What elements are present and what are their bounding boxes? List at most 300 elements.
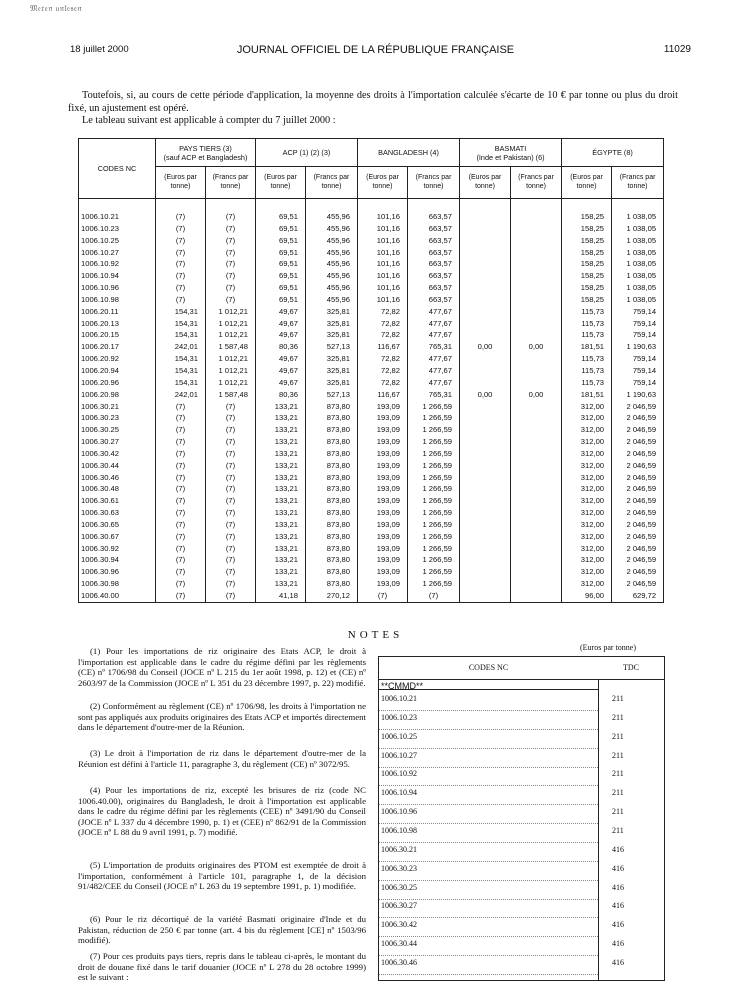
table-cell <box>511 554 562 566</box>
tdc-code: 1006.10.27 <box>381 750 417 760</box>
table-row <box>79 590 664 602</box>
table-cell <box>511 318 562 330</box>
table-cell: 1 266,59 <box>408 412 460 424</box>
table-cell: (7) <box>156 211 206 223</box>
table-cell: 101,16 <box>358 270 408 282</box>
table-row <box>79 578 664 590</box>
table-cell <box>460 566 511 578</box>
table-row <box>79 223 664 235</box>
table-cell: 41,18 <box>256 590 306 602</box>
table-cell: 455,96 <box>306 223 358 235</box>
table-cell: 154,31 <box>156 365 206 377</box>
unit-euros: (Euros par tonne) <box>256 167 306 199</box>
table-cell: (7) <box>206 590 256 602</box>
table-cell: (7) <box>206 483 256 495</box>
table-cell: 2 046,59 <box>612 578 664 590</box>
table-cell: 101,16 <box>358 223 408 235</box>
table-cell: 1 266,59 <box>408 483 460 495</box>
tdc-value: 416 <box>612 863 624 873</box>
tdc-row-rule <box>379 917 598 918</box>
table-cell <box>511 412 562 424</box>
table-cell: 133,21 <box>256 531 306 543</box>
tdc-col-tdc: TDC <box>623 663 639 672</box>
table-cell: 69,51 <box>256 247 306 259</box>
table-cell: 0,00 <box>511 341 562 353</box>
table-cell <box>511 365 562 377</box>
table-cell <box>460 531 511 543</box>
table-cell: 1 038,05 <box>612 282 664 294</box>
cell-code-nc: 1006.30.92 <box>79 543 156 555</box>
table-cell <box>511 566 562 578</box>
table-cell: 1 266,59 <box>408 566 460 578</box>
table-cell: (7) <box>156 247 206 259</box>
table-cell: 193,09 <box>358 460 408 472</box>
table-cell <box>511 294 562 306</box>
table-cell: 193,09 <box>358 401 408 413</box>
table-cell: 312,00 <box>562 472 612 484</box>
tdc-row-rule <box>379 823 598 824</box>
tdc-row-rule <box>379 899 598 900</box>
table-cell: 1 038,05 <box>612 294 664 306</box>
table-cell: (7) <box>156 436 206 448</box>
table-row <box>79 519 664 531</box>
table-cell: 133,21 <box>256 472 306 484</box>
table-cell: 873,80 <box>306 436 358 448</box>
table-cell: 759,14 <box>612 306 664 318</box>
tdc-row <box>379 732 664 752</box>
table-row <box>79 483 664 495</box>
table-cell: (7) <box>206 507 256 519</box>
table-cell: (7) <box>156 543 206 555</box>
col-group-title: BANGLADESH (4) <box>378 148 439 157</box>
table-row <box>79 554 664 566</box>
tdc-code: 1006.10.94 <box>381 788 417 798</box>
table-cell: 455,96 <box>306 294 358 306</box>
col-header-codes-nc: CODES NC <box>79 139 156 199</box>
table-cell: 663,57 <box>408 294 460 306</box>
tdc-value: 211 <box>612 731 624 741</box>
col-group-bangladesh <box>358 139 460 167</box>
table-cell <box>460 495 511 507</box>
table-cell <box>511 235 562 247</box>
table-cell <box>460 448 511 460</box>
col-group-acp <box>256 139 358 167</box>
table-cell: 759,14 <box>612 353 664 365</box>
table-cell: 663,57 <box>408 282 460 294</box>
table-cell: (7) <box>206 270 256 282</box>
unit-header-row <box>79 167 664 199</box>
note-item: (2) Conformément au règlement (CE) nº 1706/98, les droits à l'importation ne sont pas appliqués aux produits originaires des Etats ACP et importés directement dans le département d'outre-mer de la Réunion. <box>78 701 366 733</box>
table-row <box>79 211 664 223</box>
table-cell <box>460 365 511 377</box>
table-cell: 133,21 <box>256 507 306 519</box>
tdc-code: 1006.30.21 <box>381 844 417 854</box>
table-row <box>79 353 664 365</box>
col-group-title: BASMATI <box>494 143 527 153</box>
table-row <box>79 495 664 507</box>
table-cell <box>460 472 511 484</box>
table-cell <box>511 282 562 294</box>
table-cell: 115,73 <box>562 353 612 365</box>
table-cell: (7) <box>156 448 206 460</box>
table-cell: 873,80 <box>306 424 358 436</box>
tdc-row <box>379 920 664 940</box>
cell-code-nc: 1006.30.67 <box>79 531 156 543</box>
table-cell: 193,09 <box>358 412 408 424</box>
table-cell: 325,81 <box>306 353 358 365</box>
table-cell: 154,31 <box>156 306 206 318</box>
table-cell: 477,67 <box>408 377 460 389</box>
table-cell: 1 038,05 <box>612 235 664 247</box>
table-cell <box>511 247 562 259</box>
unit-francs: (Francs par tonne) <box>612 167 664 199</box>
table-cell: 1 038,05 <box>612 211 664 223</box>
table-cell <box>460 294 511 306</box>
table-cell: (7) <box>206 424 256 436</box>
table-cell: 1 266,59 <box>408 460 460 472</box>
tdc-row <box>379 883 664 903</box>
table-cell: 1 266,59 <box>408 507 460 519</box>
table-cell: 2 046,59 <box>612 495 664 507</box>
tdc-code: 1006.10.21 <box>381 694 417 703</box>
table-cell: (7) <box>156 578 206 590</box>
table-cell: (7) <box>358 590 408 602</box>
tdc-code: 1006.30.23 <box>381 863 417 873</box>
table-cell: 69,51 <box>256 211 306 223</box>
cell-code-nc: 1006.30.44 <box>79 460 156 472</box>
table-cell: (7) <box>206 223 256 235</box>
tdc-row-rule <box>379 955 598 956</box>
cell-code-nc: 1006.20.92 <box>79 353 156 365</box>
table-cell: 2 046,59 <box>612 554 664 566</box>
table-cell: 1 266,59 <box>408 495 460 507</box>
table-cell <box>460 401 511 413</box>
table-cell <box>460 377 511 389</box>
table-cell: 873,80 <box>306 448 358 460</box>
table-cell: 527,13 <box>306 341 358 353</box>
tdc-value: 211 <box>612 807 624 817</box>
tdc-table-header <box>379 657 664 680</box>
table-cell: 101,16 <box>358 282 408 294</box>
tdc-unit-label: (Euros par tonne) <box>580 643 636 652</box>
table-row <box>79 341 664 353</box>
table-row <box>79 294 664 306</box>
table-cell <box>511 543 562 555</box>
table-cell: 133,21 <box>256 578 306 590</box>
table-cell: 193,09 <box>358 519 408 531</box>
table-row <box>79 329 664 341</box>
table-cell <box>460 519 511 531</box>
table-cell: 2 046,59 <box>612 448 664 460</box>
table-cell: 115,73 <box>562 377 612 389</box>
table-cell: (7) <box>206 211 256 223</box>
table-cell: (7) <box>156 590 206 602</box>
table-cell: 312,00 <box>562 566 612 578</box>
note-item: (1) Pour les importations de riz originaire des Etats ACP, le droit à l'importation est applicable dans le cadre du régime défini par les règlements (CE) nº 1706/98 du Conseil (JOCE nº L 215 du 1er août 1998, p. 12) et (CE) nº 2603/97 de la Commission (JOCE nº L 351 du 23 décembre 1997, p. 22) modifié. <box>78 646 366 688</box>
table-cell: 2 046,59 <box>612 412 664 424</box>
table-cell: (7) <box>206 401 256 413</box>
table-cell <box>460 282 511 294</box>
table-cell <box>460 590 511 602</box>
tdc-row <box>379 713 664 733</box>
table-cell: (7) <box>156 282 206 294</box>
table-cell: 49,67 <box>256 365 306 377</box>
table-cell: 96,00 <box>562 590 612 602</box>
table-cell: (7) <box>156 472 206 484</box>
table-cell: 312,00 <box>562 519 612 531</box>
table-row <box>79 460 664 472</box>
table-cell <box>460 258 511 270</box>
table-cell: 270,12 <box>306 590 358 602</box>
table-cell <box>460 507 511 519</box>
table-cell: 312,00 <box>562 412 612 424</box>
table-cell: (7) <box>156 460 206 472</box>
cell-code-nc: 1006.20.13 <box>79 318 156 330</box>
table-cell <box>460 412 511 424</box>
page-margin-scrawl: 𝔐𝔢𝔯𝔢𝔫 𝔲𝔫𝔩𝔢𝔰𝔢𝔫 <box>30 4 82 13</box>
table-cell: (7) <box>156 270 206 282</box>
table-cell: (7) <box>206 412 256 424</box>
cell-code-nc: 1006.30.63 <box>79 507 156 519</box>
table-cell: 873,80 <box>306 554 358 566</box>
table-cell: 158,25 <box>562 247 612 259</box>
intro-paragraph-adjustment: Toutefois, si, au cours de cette période d'application, la moyenne des droits à l'importation calculée s'écarte de 10 € par tonne ou plus du droit fixé, un ajustement est opéré. <box>68 90 678 114</box>
table-body <box>79 199 664 603</box>
table-cell <box>460 436 511 448</box>
header-date: 18 juillet 2000 <box>70 44 129 55</box>
table-cell: 133,21 <box>256 412 306 424</box>
table-row <box>79 401 664 413</box>
col-group-pays-tiers <box>156 139 256 167</box>
col-group-egypte <box>562 139 664 167</box>
table-cell: 49,67 <box>256 377 306 389</box>
table-cell: (7) <box>156 412 206 424</box>
table-cell: 101,16 <box>358 258 408 270</box>
table-cell: 1 266,59 <box>408 472 460 484</box>
table-cell: 873,80 <box>306 401 358 413</box>
tdc-row <box>379 958 664 978</box>
tdc-code: 1006.30.42 <box>381 920 417 930</box>
table-row <box>79 412 664 424</box>
table-cell: 154,31 <box>156 318 206 330</box>
table-cell: 1 266,59 <box>408 578 460 590</box>
cell-code-nc: 1006.30.23 <box>79 412 156 424</box>
table-cell <box>460 460 511 472</box>
table-cell: (7) <box>206 495 256 507</box>
table-cell: 527,13 <box>306 389 358 401</box>
cell-code-nc: 1006.30.65 <box>79 519 156 531</box>
table-cell: 72,82 <box>358 318 408 330</box>
tdc-row-rule <box>379 861 598 862</box>
table-cell <box>511 306 562 318</box>
table-cell: 133,21 <box>256 543 306 555</box>
table-cell: 193,09 <box>358 578 408 590</box>
table-cell <box>511 270 562 282</box>
table-cell: 759,14 <box>612 365 664 377</box>
table-cell: 2 046,59 <box>612 531 664 543</box>
table-cell: 193,09 <box>358 531 408 543</box>
table-cell <box>460 318 511 330</box>
table-cell: 80,36 <box>256 341 306 353</box>
table-cell: 2 046,59 <box>612 401 664 413</box>
table-cell: (7) <box>156 235 206 247</box>
table-cell: 158,25 <box>562 223 612 235</box>
table-row <box>79 543 664 555</box>
cell-code-nc: 1006.30.42 <box>79 448 156 460</box>
tdc-row <box>379 939 664 959</box>
table-cell: 455,96 <box>306 235 358 247</box>
table-cell <box>460 578 511 590</box>
table-cell: 133,21 <box>256 401 306 413</box>
cell-code-nc: 1006.30.46 <box>79 472 156 484</box>
col-group-subtitle: (sauf ACP et Bangladesh) <box>163 152 248 162</box>
table-cell <box>511 507 562 519</box>
table-cell: 69,51 <box>256 258 306 270</box>
table-row <box>79 472 664 484</box>
tdc-code: 1006.30.27 <box>381 901 417 911</box>
table-cell: 242,01 <box>156 389 206 401</box>
table-cell: (7) <box>206 566 256 578</box>
table-cell <box>460 483 511 495</box>
cell-code-nc: 1006.30.98 <box>79 578 156 590</box>
table-cell <box>511 578 562 590</box>
table-cell: 1 038,05 <box>612 247 664 259</box>
table-cell: 154,31 <box>156 329 206 341</box>
cell-code-nc: 1006.10.96 <box>79 282 156 294</box>
table-cell: 312,00 <box>562 483 612 495</box>
table-row <box>79 270 664 282</box>
table-cell: 2 046,59 <box>612 460 664 472</box>
table-cell <box>511 448 562 460</box>
tdc-row-rule <box>379 974 598 975</box>
tdc-row <box>379 864 664 884</box>
header-page-number: 11029 <box>663 44 691 55</box>
table-cell <box>511 329 562 341</box>
col-group-basmati <box>460 139 562 167</box>
table-cell: 1 266,59 <box>408 531 460 543</box>
table-cell: 154,31 <box>156 377 206 389</box>
header-journal-title: JOURNAL OFFICIEL DE LA RÉPUBLIQUE FRANÇAISE <box>236 44 515 56</box>
table-cell: 663,57 <box>408 223 460 235</box>
table-cell: 2 046,59 <box>612 483 664 495</box>
tdc-row <box>379 769 664 789</box>
table-cell: 663,57 <box>408 270 460 282</box>
unit-euros: (Euros par tonne) <box>358 167 408 199</box>
table-cell: (7) <box>206 519 256 531</box>
import-duties-table <box>78 138 664 603</box>
table-cell: 1 266,59 <box>408 543 460 555</box>
intro-paragraph-applicability: Le tableau suivant est applicable à compter du 7 juillet 2000 : <box>82 115 336 126</box>
tdc-code: 1006.30.46 <box>381 957 417 967</box>
table-cell: 2 046,59 <box>612 424 664 436</box>
table-cell: 115,73 <box>562 306 612 318</box>
cell-code-nc: 1006.20.17 <box>79 341 156 353</box>
table-cell: 663,57 <box>408 258 460 270</box>
table-cell: (7) <box>206 554 256 566</box>
cell-code-nc: 1006.30.48 <box>79 483 156 495</box>
table-cell: 181,51 <box>562 389 612 401</box>
table-cell: 325,81 <box>306 365 358 377</box>
table-cell: 69,51 <box>256 235 306 247</box>
note-item: (7) Pour ces produits pays tiers, repris dans le tableau ci-après, le montant du droit de douane fixé dans le tarif douanier (JOCE nº L 278 du 28 octobre 1999) est le suivant : <box>78 951 366 983</box>
table-cell: 69,51 <box>256 294 306 306</box>
table-cell: 0,00 <box>460 389 511 401</box>
table-cell: 873,80 <box>306 566 358 578</box>
table-cell: 158,25 <box>562 282 612 294</box>
tdc-row <box>379 845 664 865</box>
table-cell: 873,80 <box>306 531 358 543</box>
table-cell: 72,82 <box>358 353 408 365</box>
table-cell: 312,00 <box>562 543 612 555</box>
unit-francs: (Francs par tonne) <box>511 167 562 199</box>
table-cell: 873,80 <box>306 543 358 555</box>
cell-code-nc: 1006.10.21 <box>79 211 156 223</box>
table-cell: 2 046,59 <box>612 566 664 578</box>
table-cell: (7) <box>408 590 460 602</box>
table-cell: 1 266,59 <box>408 436 460 448</box>
table-cell: 1 012,21 <box>206 365 256 377</box>
table-row <box>79 448 664 460</box>
cell-code-nc: 1006.10.92 <box>79 258 156 270</box>
table-cell <box>460 353 511 365</box>
table-cell: 0,00 <box>511 389 562 401</box>
table-cell: 69,51 <box>256 223 306 235</box>
tdc-col-codes: CODES NC <box>468 663 509 672</box>
table-cell: 629,72 <box>612 590 664 602</box>
table-cell <box>511 223 562 235</box>
table-cell: 312,00 <box>562 448 612 460</box>
table-cell: 1 190,63 <box>612 389 664 401</box>
table-cell: 101,16 <box>358 247 408 259</box>
table-cell: 873,80 <box>306 460 358 472</box>
table-row <box>79 389 664 401</box>
table-cell: 69,51 <box>256 282 306 294</box>
table-cell: (7) <box>156 554 206 566</box>
cell-code-nc: 1006.20.15 <box>79 329 156 341</box>
tdc-row <box>379 751 664 771</box>
table-cell: 116,67 <box>358 341 408 353</box>
table-row <box>79 424 664 436</box>
tdc-value: 211 <box>612 825 624 835</box>
table-cell: 1 266,59 <box>408 401 460 413</box>
tdc-value: 211 <box>612 769 624 779</box>
table-cell <box>511 377 562 389</box>
table-row <box>79 377 664 389</box>
table-cell: 158,25 <box>562 211 612 223</box>
col-group-subtitle: (Inde et Pakistan) (6) <box>476 152 545 162</box>
table-cell: 455,96 <box>306 258 358 270</box>
tdc-row <box>379 788 664 808</box>
tdc-code: 1006.30.44 <box>381 939 417 949</box>
table-row <box>79 531 664 543</box>
table-cell <box>460 211 511 223</box>
table-cell: 312,00 <box>562 436 612 448</box>
cell-code-nc: 1006.20.11 <box>79 306 156 318</box>
tdc-row <box>379 694 664 714</box>
table-cell: (7) <box>206 436 256 448</box>
table-cell: 2 046,59 <box>612 472 664 484</box>
table-cell: 455,96 <box>306 247 358 259</box>
note-item: (6) Pour le riz décortiqué de la variété Basmati originaire d'Inde et du Pakistan, réduction de 250 € par tonne (art. 4 bis du règlement [CE] nº 1503/96 modifié). <box>78 914 366 946</box>
notes-list <box>78 646 366 983</box>
table-cell: (7) <box>156 566 206 578</box>
table-cell: 759,14 <box>612 377 664 389</box>
table-cell: 1 012,21 <box>206 306 256 318</box>
table-cell: 765,31 <box>408 341 460 353</box>
table-cell: 455,96 <box>306 282 358 294</box>
tdc-value: 416 <box>612 901 624 911</box>
table-cell: 1 266,59 <box>408 424 460 436</box>
